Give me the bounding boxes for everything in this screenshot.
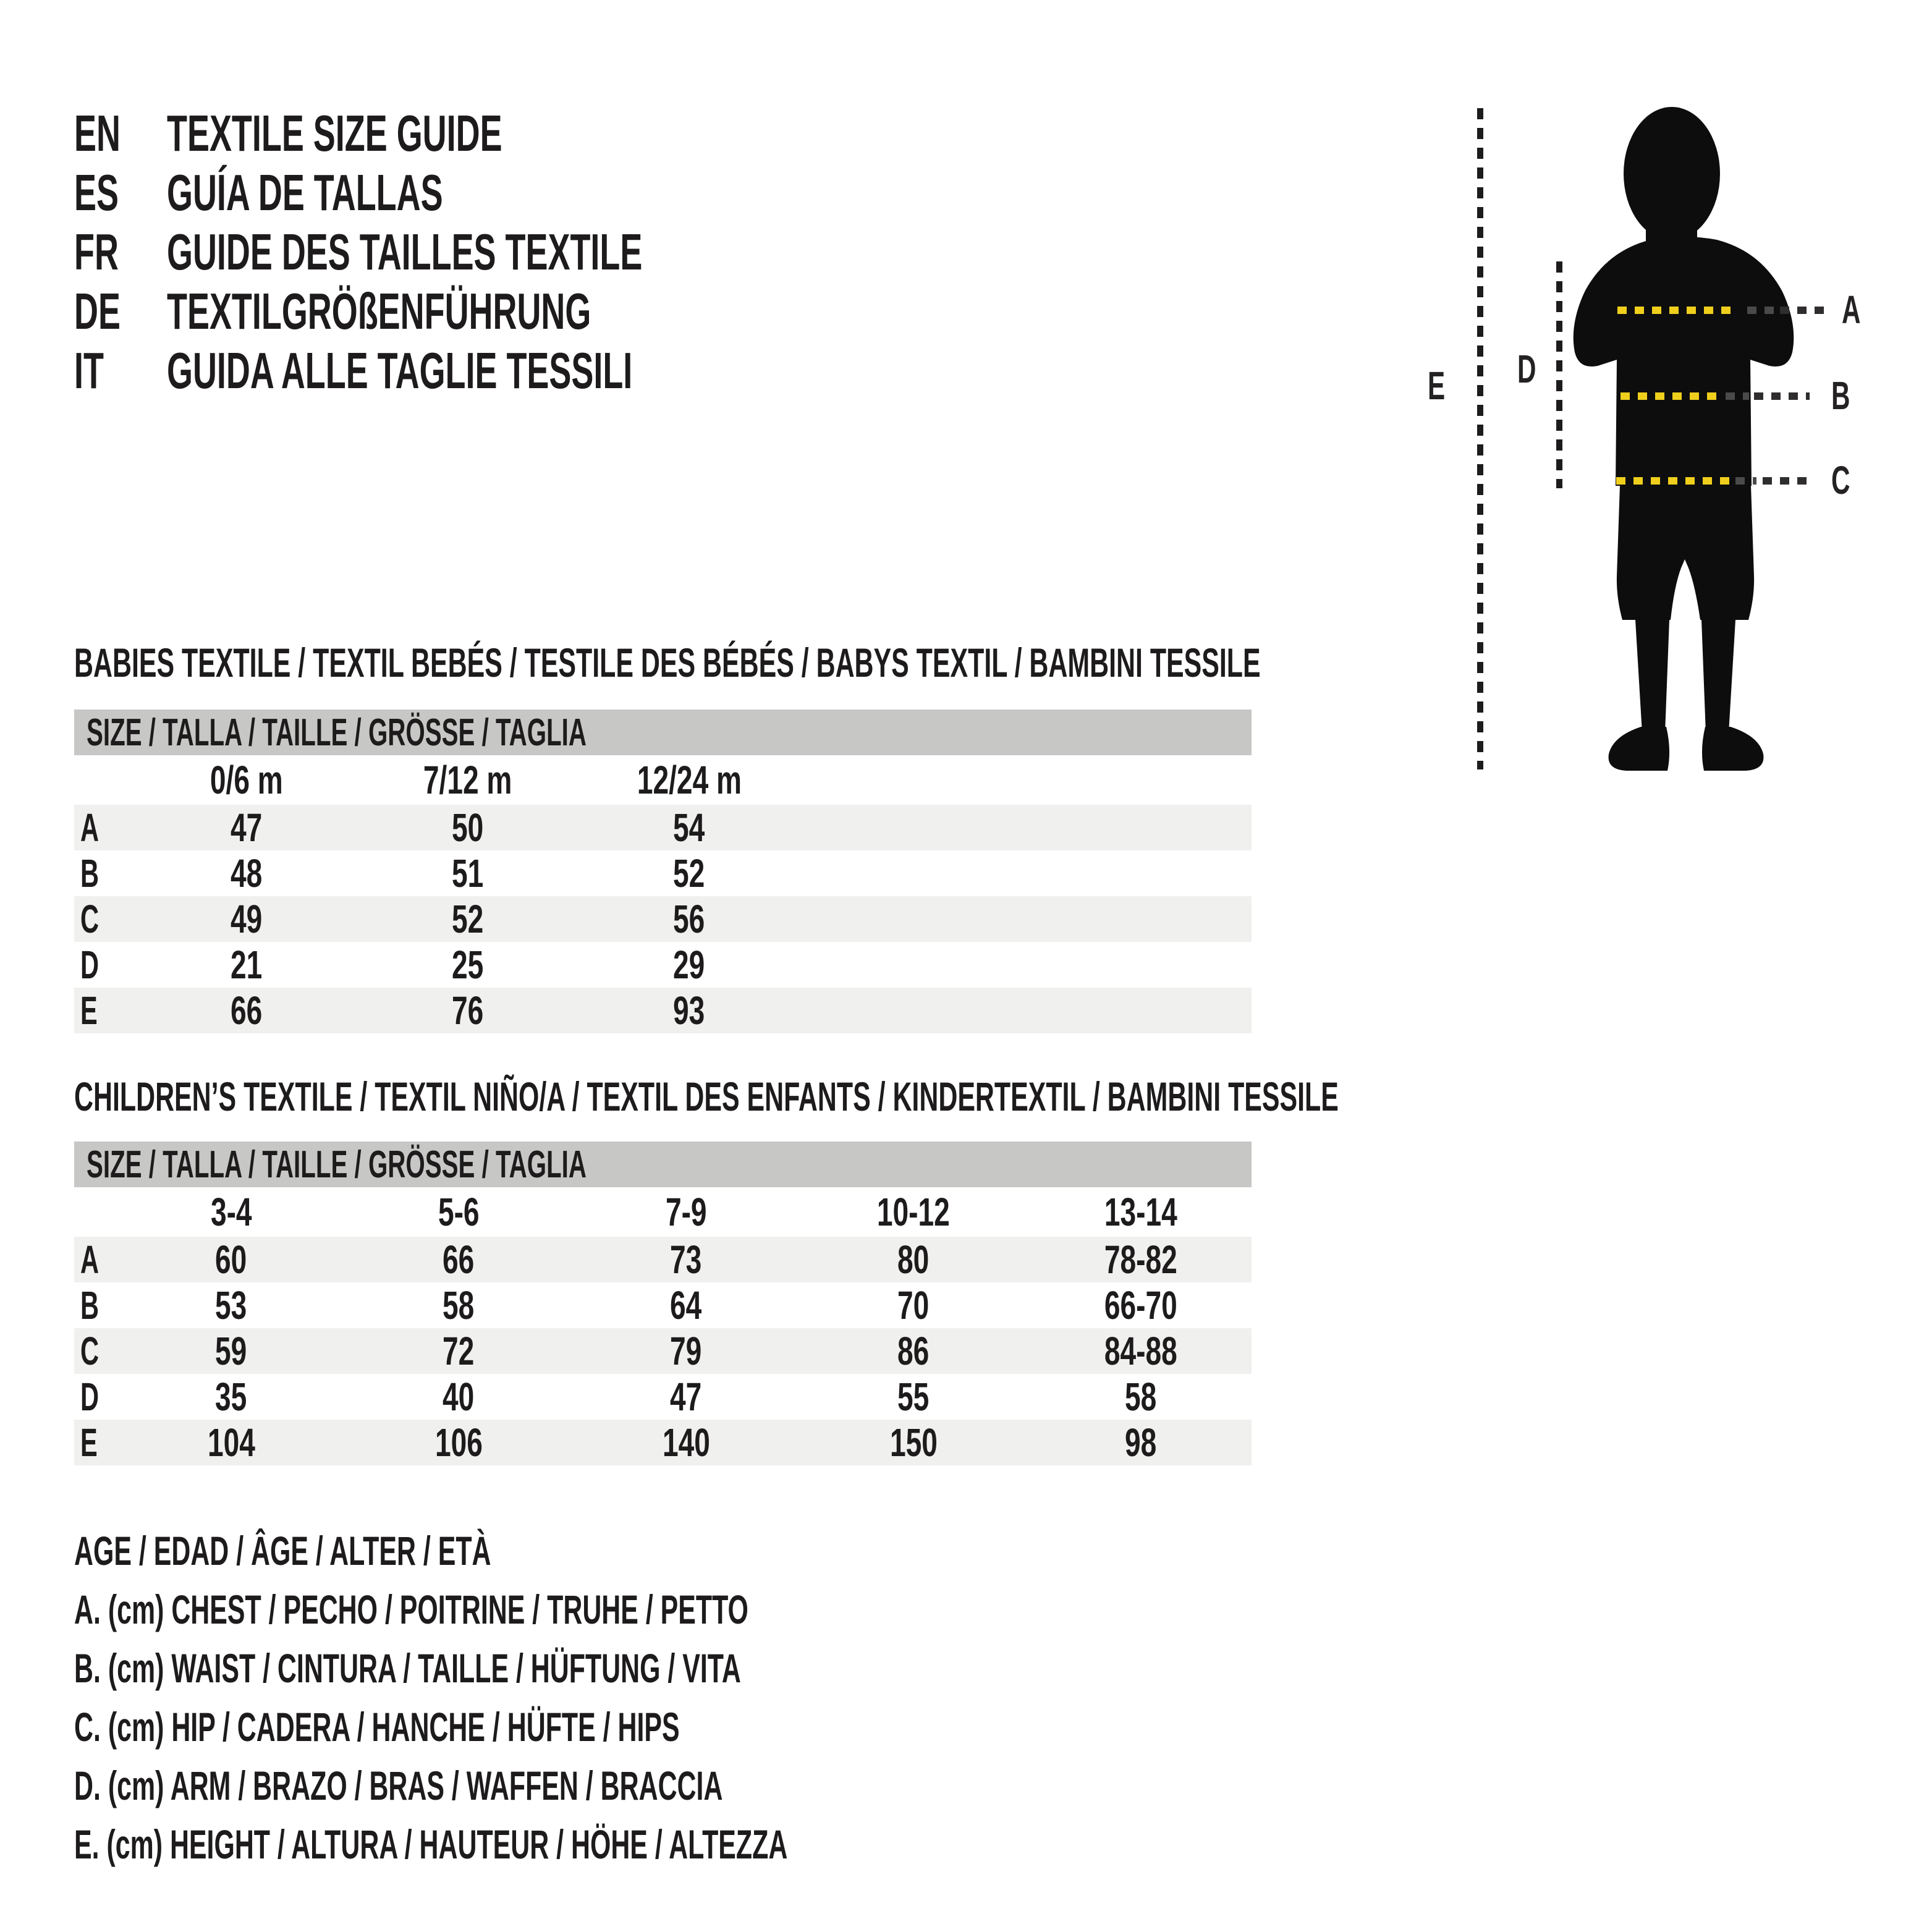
babies-section-heading — [74, 640, 1899, 685]
cell-text: 54 — [673, 805, 705, 850]
silhouette-shirt — [1574, 237, 1794, 486]
cell-text: 72 — [443, 1329, 475, 1373]
legend-line-height — [74, 1815, 1172, 1874]
table-cell — [1027, 1282, 1255, 1328]
table-cell — [578, 896, 800, 942]
row-label — [74, 942, 136, 988]
legend-line-waist — [74, 1639, 1172, 1698]
cell-text: 59 — [215, 1329, 247, 1373]
cell-text: 66 — [443, 1237, 475, 1282]
legend-line-hip — [74, 1698, 1172, 1756]
table-cell — [800, 1374, 1027, 1420]
table-cell — [1027, 1237, 1255, 1282]
cell-text: 51 — [452, 851, 484, 896]
cell-text: 140 — [662, 1420, 710, 1465]
language-code: FR — [74, 223, 119, 281]
legend-text: A. (cm) CHEST / PECHO / POITRINE / TRUHE / PETTO — [74, 1587, 748, 1632]
language-row-de — [74, 282, 899, 341]
table-row-b — [74, 1282, 1252, 1328]
cell-text: 21 — [231, 943, 263, 987]
row-label-text: A — [80, 1237, 100, 1282]
row-label-text: C — [80, 897, 100, 941]
cell-text: 47 — [670, 1375, 702, 1419]
legend-text: B. (cm) WAIST / CINTURA / TAILLE / HÜFTUNG / VITA — [74, 1645, 741, 1691]
table-cell — [1027, 1328, 1255, 1374]
guide-title-de: TEXTILGRÖßENFÜHRUNG — [167, 282, 591, 340]
measurement-legend — [74, 1522, 1172, 1874]
children-section-heading — [74, 1074, 1932, 1119]
diagram-label-d: D — [1517, 347, 1536, 392]
column-header-text: 10-12 — [877, 1190, 950, 1234]
guide-title-es: GUÍA DE TALLAS — [167, 164, 443, 221]
language-row-en — [74, 104, 899, 163]
column-header — [136, 757, 357, 803]
column-header — [357, 757, 578, 803]
row-label — [74, 1237, 117, 1282]
table-cell — [136, 850, 357, 896]
guide-title-en: TEXTILE SIZE GUIDE — [167, 104, 502, 162]
table-row-b — [74, 850, 1252, 896]
column-header-text: 7/12 m — [423, 758, 512, 802]
table-cell — [357, 988, 578, 1033]
cell-text: 58 — [443, 1283, 475, 1328]
table-cell — [136, 805, 357, 850]
cell-text: 60 — [215, 1237, 247, 1282]
row-label — [74, 1328, 117, 1374]
column-header-text: 7-9 — [665, 1190, 707, 1234]
table-cell — [578, 942, 800, 988]
cell-text: 79 — [670, 1329, 702, 1373]
table-cell — [578, 850, 800, 896]
table-cell — [345, 1282, 572, 1328]
table-cell — [345, 1420, 572, 1465]
table-cell — [136, 896, 357, 942]
cell-text: 104 — [207, 1420, 255, 1465]
size-header-text: SIZE / TALLA / TAILLE / GRÖSSE / TAGLIA — [87, 1143, 587, 1186]
row-label — [74, 1282, 117, 1328]
legend-line-arm — [74, 1756, 1172, 1815]
table-cell — [572, 1420, 800, 1465]
legend-line-chest — [74, 1580, 1172, 1639]
row-label — [74, 988, 136, 1033]
language-code: EN — [74, 104, 121, 162]
language-code: DE — [74, 282, 121, 340]
legend-text: D. (cm) ARM / BRAZO / BRAS / WAFFEN / BRACCIA — [74, 1763, 723, 1808]
table-cell — [357, 850, 578, 896]
table-cell — [800, 1420, 1027, 1465]
language-title-list — [74, 104, 899, 400]
cell-text: 48 — [231, 851, 263, 896]
cell-text: 70 — [897, 1283, 930, 1328]
cell-text: 73 — [670, 1237, 702, 1282]
column-header — [1027, 1189, 1255, 1235]
table-row-c — [74, 1328, 1252, 1374]
column-header — [345, 1189, 572, 1235]
row-label-text: D — [80, 1375, 100, 1419]
cell-text: 106 — [434, 1420, 483, 1465]
row-label — [74, 896, 136, 942]
row-label-text: E — [80, 988, 98, 1033]
cell-text: 66-70 — [1104, 1283, 1177, 1328]
size-diagram — [1409, 74, 1932, 803]
language-row-fr — [74, 222, 899, 282]
column-header — [117, 1189, 345, 1235]
table-row-e — [74, 1420, 1252, 1465]
table-cell — [357, 896, 578, 942]
language-row-es — [74, 163, 899, 222]
table-cell — [345, 1328, 572, 1374]
table-cell — [572, 1328, 800, 1374]
cell-text: 53 — [215, 1283, 247, 1328]
table-cell — [578, 805, 800, 850]
row-label-text: A — [80, 805, 100, 850]
language-code: ES — [74, 164, 119, 221]
table-cell — [1027, 1374, 1255, 1420]
row-label-text: C — [80, 1329, 100, 1373]
cell-text: 93 — [673, 988, 705, 1033]
table-cell — [117, 1282, 345, 1328]
row-label-text: D — [80, 943, 100, 987]
babies-size-header-band — [74, 710, 1252, 755]
column-header — [572, 1189, 800, 1235]
cell-text: 52 — [452, 897, 484, 941]
table-row-d — [74, 1374, 1252, 1420]
table-row-a — [74, 1237, 1252, 1282]
table-row-a — [74, 805, 1252, 850]
babies-size-table — [74, 710, 1252, 1033]
column-header-text: 13-14 — [1104, 1190, 1177, 1234]
cell-text: 52 — [673, 851, 705, 896]
cell-text: 56 — [673, 897, 705, 941]
row-label-text: B — [80, 1283, 100, 1328]
column-header-text: 0/6 m — [210, 758, 283, 802]
table-cell — [1027, 1420, 1255, 1465]
table-cell — [117, 1374, 345, 1420]
silhouette-right-shoe — [1702, 727, 1764, 771]
table-cell — [345, 1237, 572, 1282]
table-cell — [117, 1328, 345, 1374]
table-cell — [800, 1282, 1027, 1328]
legend-text: E. (cm) HEIGHT / ALTURA / HAUTEUR / HÖHE / ALTEZZA — [74, 1821, 788, 1867]
table-cell — [136, 942, 357, 988]
guide-title-fr: GUIDE DES TAILLES TEXTILE — [167, 223, 643, 281]
diagram-label-a: A — [1842, 288, 1861, 333]
diagram-label-c: C — [1831, 459, 1850, 503]
cell-text: 40 — [443, 1375, 475, 1419]
cell-text: 49 — [231, 897, 263, 941]
row-label-text: B — [80, 851, 100, 896]
cell-text: 84-88 — [1104, 1329, 1177, 1373]
table-row-d — [74, 942, 1252, 988]
legend-text: AGE / EDAD / ÂGE / ALTER / ETÀ — [74, 1528, 491, 1574]
table-cell — [800, 1237, 1027, 1282]
language-code: IT — [74, 342, 104, 399]
cell-text: 29 — [673, 943, 705, 987]
row-label — [74, 1374, 117, 1420]
babies-heading-text: BABIES TEXTILE / TEXTIL BEBÉS / TESTILE DES BÉBÉS / BABYS TEXTIL / BAMBINI TESSILE — [74, 640, 1261, 685]
cell-text: 86 — [897, 1329, 930, 1373]
cell-text: 150 — [889, 1420, 938, 1465]
table-cell — [117, 1237, 345, 1282]
table-cell — [357, 805, 578, 850]
cell-text: 76 — [452, 988, 484, 1033]
cell-text: 55 — [897, 1375, 930, 1419]
column-header-text: 12/24 m — [637, 758, 742, 802]
cell-text: 50 — [452, 805, 484, 850]
row-label — [74, 1420, 117, 1465]
cell-text: 98 — [1125, 1420, 1157, 1465]
legend-line-age — [74, 1522, 1172, 1580]
cell-text: 47 — [231, 805, 263, 850]
children-heading-text: CHILDREN’S TEXTILE / TEXTIL NIÑO/A / TEXTIL DES ENFANTS / KINDERTEXTIL / BAMBINI TESSILE — [74, 1074, 1339, 1119]
language-row-it — [74, 341, 899, 400]
legend-text: C. (cm) HIP / CADERA / HANCHE / HÜFTE / HIPS — [74, 1704, 680, 1750]
size-header-text: SIZE / TALLA / TAILLE / GRÖSSE / TAGLIA — [87, 711, 587, 754]
cell-text: 64 — [670, 1283, 702, 1328]
cell-text: 80 — [897, 1237, 930, 1282]
row-label-text: E — [80, 1420, 98, 1465]
silhouette-shorts — [1617, 486, 1754, 620]
silhouette-left-shoe — [1609, 727, 1670, 771]
row-label — [74, 850, 136, 896]
table-cell — [572, 1374, 800, 1420]
cell-text: 66 — [231, 988, 263, 1033]
table-row-c — [74, 896, 1252, 942]
children-size-table — [74, 1142, 1252, 1465]
table-cell — [578, 988, 800, 1033]
table-cell — [117, 1420, 345, 1465]
row-label — [74, 805, 136, 850]
column-header-text: 5-6 — [438, 1190, 480, 1234]
column-header — [578, 757, 800, 803]
diagram-label-b: B — [1831, 374, 1850, 418]
cell-text: 78-82 — [1104, 1237, 1177, 1282]
table-cell — [800, 1328, 1027, 1374]
children-size-header-band — [74, 1142, 1252, 1187]
column-header — [800, 1189, 1027, 1235]
table-cell — [357, 942, 578, 988]
table-cell — [572, 1282, 800, 1328]
children-column-header-row — [74, 1187, 1252, 1237]
table-cell — [345, 1374, 572, 1420]
column-header-text: 3-4 — [210, 1190, 252, 1234]
babies-column-header-row — [74, 755, 1252, 805]
cell-text: 58 — [1125, 1375, 1157, 1419]
cell-text: 25 — [452, 943, 484, 987]
table-row-e — [74, 988, 1252, 1033]
table-cell — [136, 988, 357, 1033]
table-cell — [572, 1237, 800, 1282]
guide-title-it: GUIDA ALLE TAGLIE TESSILI — [167, 342, 633, 399]
diagram-label-e: E — [1428, 364, 1446, 409]
cell-text: 35 — [215, 1375, 247, 1419]
